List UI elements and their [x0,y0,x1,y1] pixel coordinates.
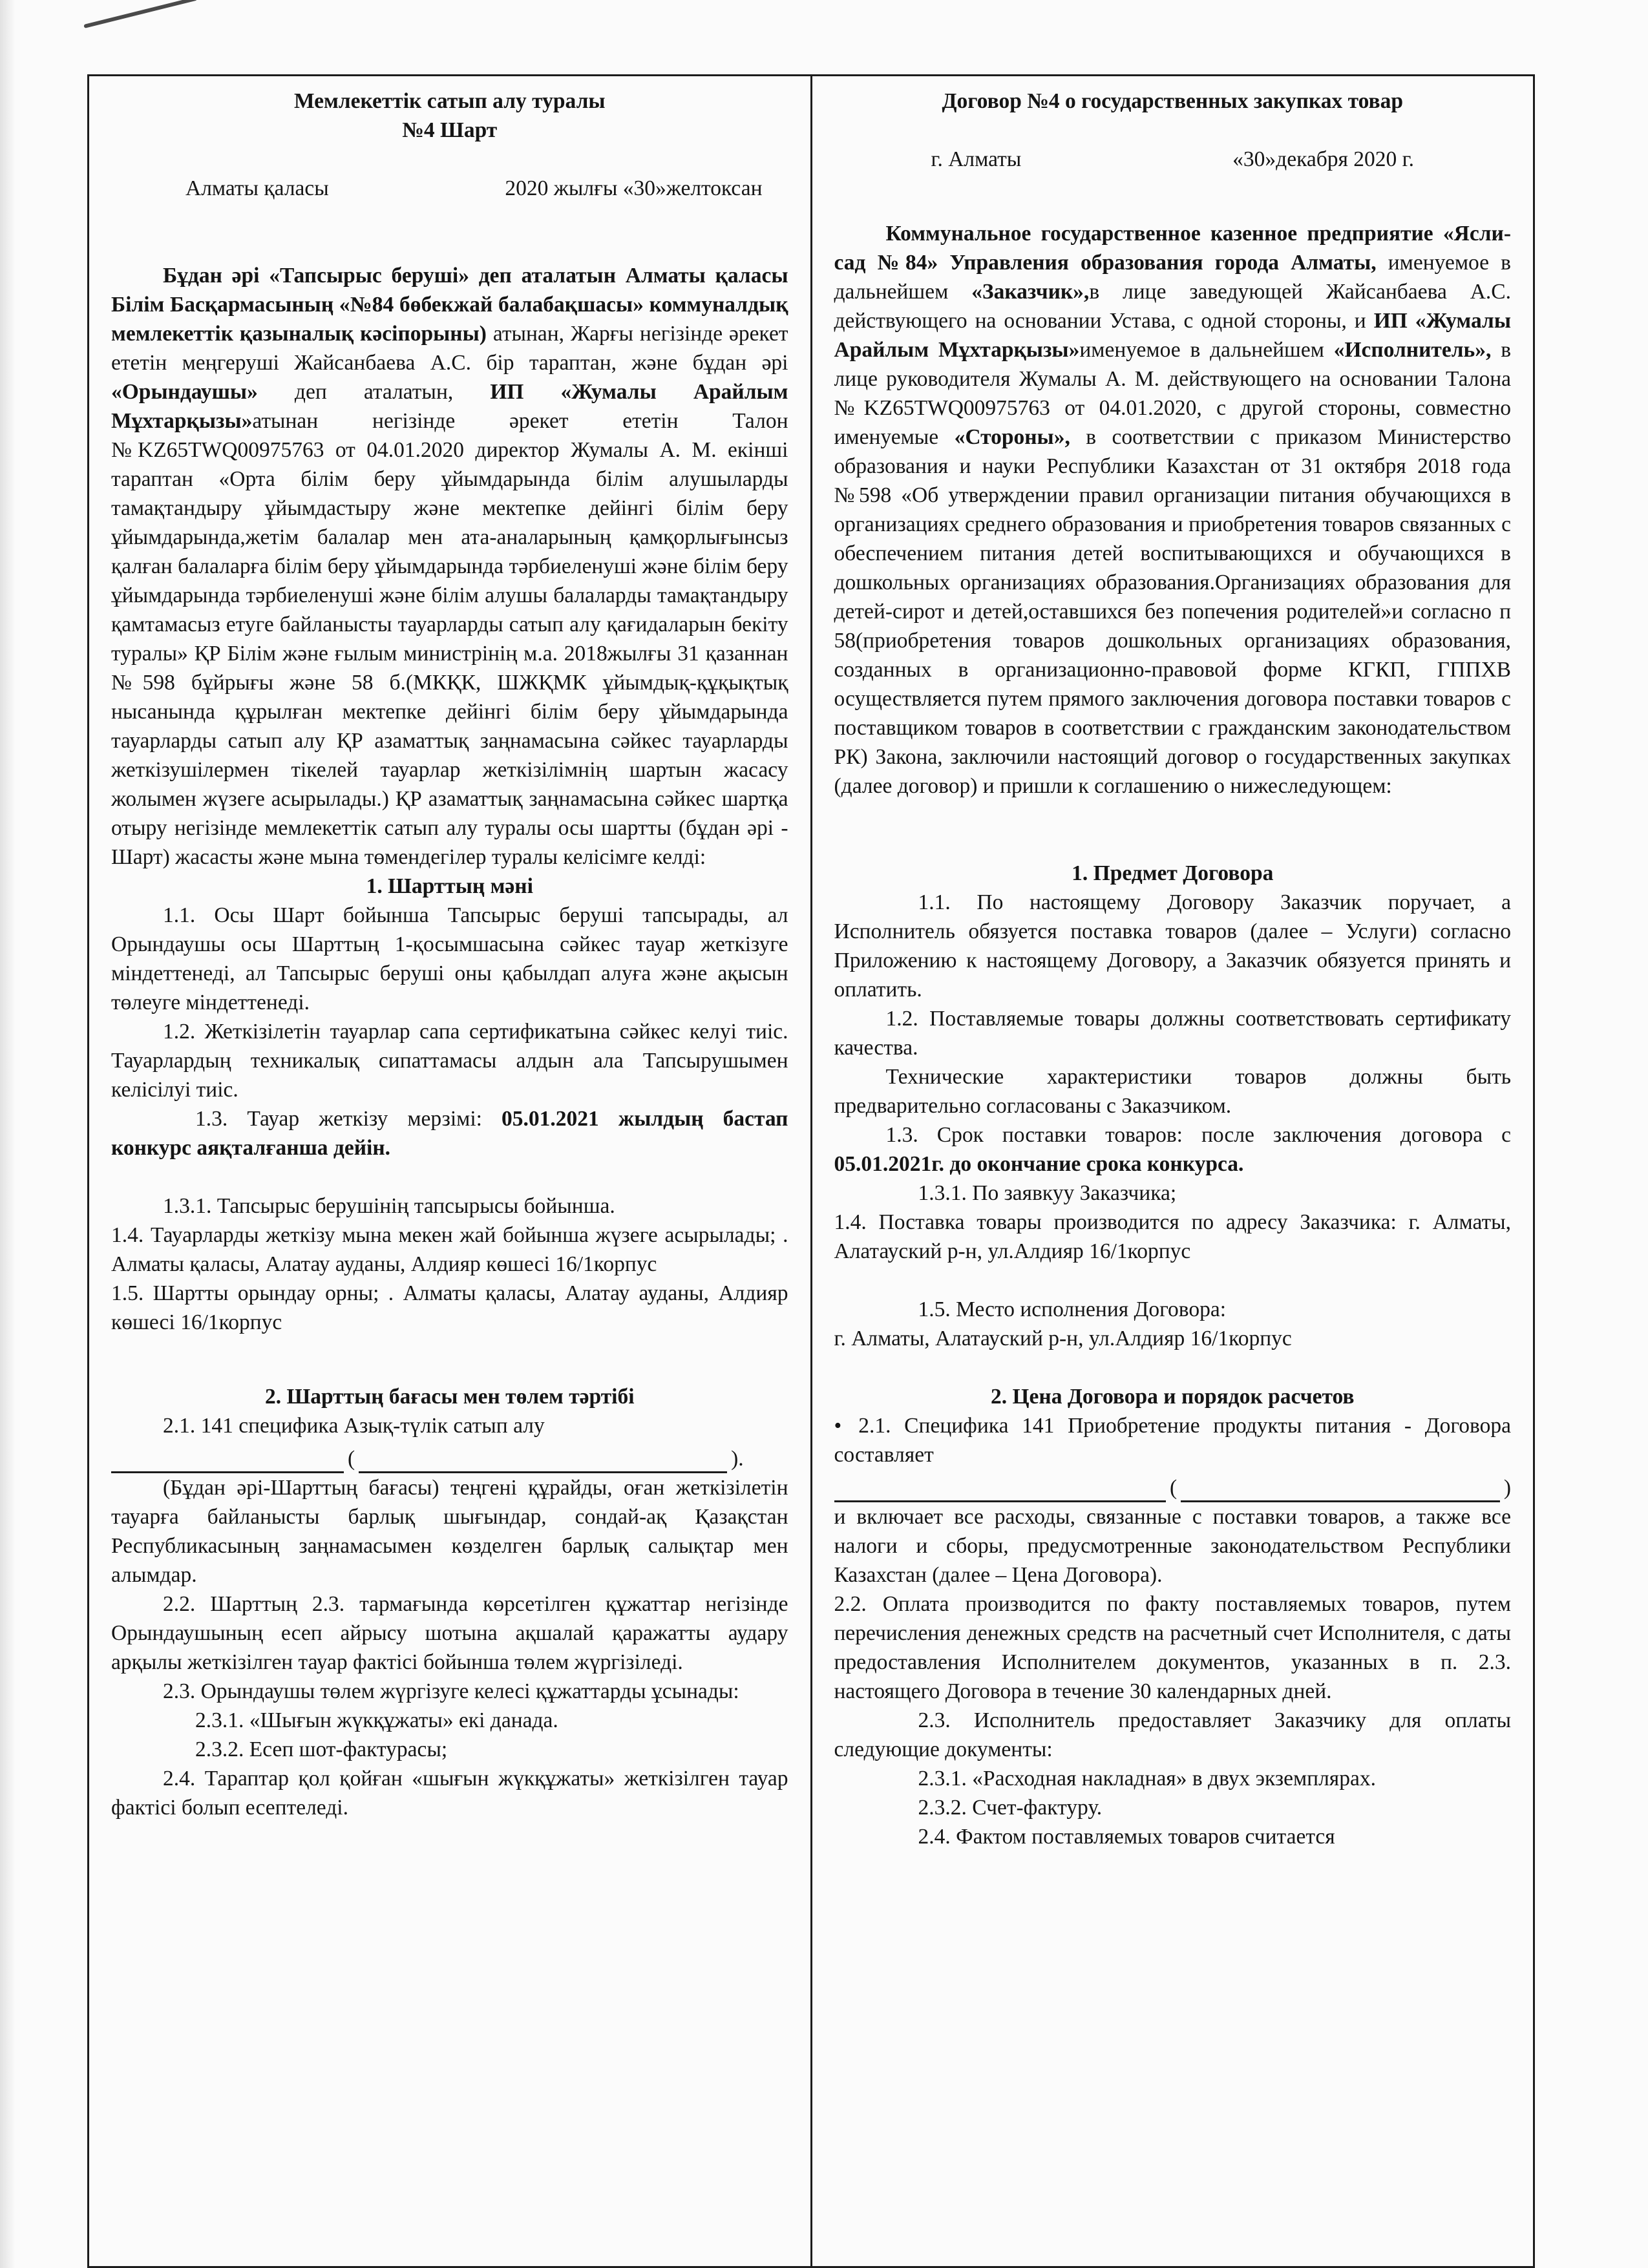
kazakh-column [89,76,812,2267]
ru-city: г. Алматы [931,147,1022,171]
russian-column [811,76,1534,2267]
kz-preamble: Бұдан әрі «Тапсырыс беруші» деп аталатын Алматы қаласы Білім Басқармасының «№84 бөбекжай балабақшасы» коммуналдық мемлекеттік қазыналық кәсіпорыны) атынан, Жарғы негізінде әрекет ететін меңгеруші Жайсанбаева А.С. бір тараптан, және бұдан әрі «Орындаушы» деп аталатын, ИП «Жумалы Арайлым Мұхтарқызы»атынан негізінде әрекет ететін Талон №KZ65TWQ00975763 от 04.01.2020 директор Жумалы А. М. екінші тараптан «Орта білім беру ұйымдарында білім алушыларды тамақтандыру ұйымдастыру және мектепке дейінгі білім беру ұйымдарында,жетім балалар мен ата-аналарының қамқорлығынсыз қалған балаларға білім беру ұйымдарында тәрбиеленуші және білім беру ұйымдарында тәрбиеленуші және білім алушы балаларды тамақтандыру қамтамасыз етуге байланысты тауарларды сатып алу қағидаларын бекіту туралы» ҚР Білім және ғылым министрінің м.а. 2018жылғы 31 қазаннан №598 бұйрығы және 58 б.(МКҚК, ШЖҚМК ұйымдық-құқықтық нысанында құрылған мектепке дейінгі білім беру ұйымдарында тауарларды сатып алу ҚР азаматтық заңнамасына сәйкес тауарларды жеткізушілермен тікелей тауарлар жеткізілімнің шартын жасасу жолымен жүзеге асырылады.) ҚР азаматтық заңнамасына сәйкес шартқа отыру негізінде мемлекеттік сатып алу туралы осы шартты (бұдан әрі - Шарт) жасасты және мына төмендегілер туралы келісімге келді: [111,264,788,869]
ru-clause-1-4: 1.4. Поставка товары производится по адресу Заказчика: г. Алматы, Алатауский р-н, ул.Алдияр 16/1корпус [834,1210,1511,1263]
ru-title: Договор №4 о государственных закупках товар [942,89,1403,113]
ru-clause-2-3-1: 2.3.1. «Расходная накладная» в двух экземплярах. [918,1767,1376,1790]
ru-clause-2-2: 2.2. Оплата производится по факту поставляемых товаров, путем перечисления денежных средств на расчетный счет Исполнителя, с даты предоставления Исполнителем документов, указанных в п. 2.3. настоящего Договора в течение 30 календарных дней. [834,1592,1511,1703]
ru-preamble: Коммунальное государственное казенное предприятие «Ясли-сад №84» Управления образования города Алматы, именуемое в дальнейшем «Заказчик»,в лице заведующей Жайсанбаева А.С. действующего на основании Устава, с одной стороны, и ИП «Жумалы Арайлым Мұхтарқызы»именуемое в дальнейшем «Исполнитель», в лице руководителя Жумалы А. М. действующего на основании Талона №KZ65TWQ00975763 от 04.01.2020, с другой стороны, совместно именуемые «Стороны», в соответствии с приказом Министерство образования и науки Республики Казахстан от 31 октября 2018 года №598 «Об утверждении правил организации питания обучающихся в организациях среднего образования и приобретения товаров связанных с обеспечением питания детей воспитывающихся и обучающихся в дошкольных организациях образования.Организациях образования для детей-сирот и детей,оставшихся без попечения родителей»и согласно п 58(приобретения товаров дошкольных организациях образования, созданных в организационно-правовой форме КГКП, ГППХВ осуществляется путем прямого заключения договора поставки товаров с поставщиком товаров в соответствии с гражданским законодательством РК) Закона, заключили настоящий договор о государственных закупках (далее договор) и пришли к соглашению о нижеследующем: [834,222,1512,798]
ru-clause-1-5: 1.5. Место исполнения Договора: [918,1297,1227,1321]
ru-clause-2-1: • 2.1. Специфика 141 Приобретение продукты питания - Договора составляет [834,1411,1512,1469]
kz-clause-1-1: 1.1. Осы Шарт бойынша Тапсырыс беруші тапсырады, ал Орындаушы осы Шарттың 1-қосымшасына сәйкес тауар жеткізуге міндеттенеді, ал Тапсырыс беруші оны қабылдап алуға және ақысын төлеуге міндеттенеді. [111,903,788,1014]
ru-price-blank: ( ) [834,1473,1512,1502]
kz-clause-1-3: 1.3. Тауар жеткізу мерзімі: 05.01.2021 жылдың бастап конкурс аяқталғанша дейін. [111,1107,788,1160]
pen-mark [83,0,197,28]
ru-clause-1-3: 1.3. Срок поставки товаров: после заключения договора с 05.01.2021г. до окончание срока конкурса. [834,1123,1511,1176]
ru-clause-2-3: 2.3. Исполнитель предоставляет Заказчику для оплаты следующие документы: [834,1708,1511,1761]
ru-clause-2-1-cont: и включает все расходы, связанные с поставки товаров, а также все налоги и сборы, предусмотренные законодательством Республики Казахстан (далее – Цена Договора). [834,1505,1511,1587]
ru-clause-1-1: 1.1. По настоящему Договору Заказчик поручает, а Исполнитель обязуется поставка товаров (далее – Услуги) согласно Приложению к настоящему Договору, а Заказчик обязуется принять и оплатить. [834,890,1511,1002]
scan-shadow [0,0,16,2268]
kz-clause-2-2: 2.2. Шарттың 2.3. тармағында көрсетілген құжаттар негізінде Орындаушының есеп айрысу шотына ақшалай қаражатты аудару арқылы жеткізілген тауар фактісі бойынша төлем жүргізіледі. [111,1592,788,1674]
ru-clause-1-2: 1.2. Поставляемые товары должны соответствовать сертификату качества. [834,1007,1511,1060]
kz-clause-1-5: 1.5. Шартты орындау орны; . Алматы қаласы, Алатау ауданы, Алдияр көшесі 16/1корпус [111,1281,788,1334]
ru-date: «30»декабря 2020 г. [1232,147,1414,171]
kz-place-date [111,174,788,203]
kz-clause-2-1: 2.1. 141 спецификa Азық-түлік сатып алу [163,1414,545,1438]
ru-clause-2-4: 2.4. Фактом поставляемых товаров считается [918,1825,1335,1849]
kz-price-blank: ( ). [111,1444,788,1473]
contract-table [87,74,1535,2268]
kz-clause-1-3-1: 1.3.1. Тапсырыс берушінің тапсырысы бойынша. [163,1194,615,1218]
kz-title-line2: №4 Шарт [402,118,498,142]
ru-clause-1-2-b: Технические характеристики товаров должны быть предварительно согласованы с Заказчиком. [834,1065,1511,1118]
kz-section-1-title: 1. Шарттың мәні [366,874,533,898]
ru-clause-2-3-2: 2.3.2. Счет-фактуру. [918,1796,1103,1820]
kz-title-line1: Мемлекеттік сатып алу туралы [293,89,606,113]
kz-clause-2-4: 2.4. Тараптар қол қойған «шығын жүкқұжаты» жеткізілген тауар фактісі болып есептеледі. [111,1767,788,1820]
ru-clause-1-5-address: г. Алматы, Алатауский р-н, ул.Алдияр 16/1корпус [834,1327,1292,1350]
kz-clause-2-3-1: 2.3.1. «Шығын жүкқұжаты» екі данада. [195,1708,558,1732]
kz-city: Алматы қаласы [185,176,329,200]
kz-date: 2020 жылғы «30»желтоксан [505,176,763,200]
ru-clause-1-3-1: 1.3.1. По заявкуу Заказчика; [918,1181,1177,1205]
ru-section-2-title: 2. Цена Договора и порядок расчетов [990,1385,1355,1409]
kz-section-2-title: 2. Шарттың бағасы мен төлем тәртібі [264,1385,635,1409]
ru-place-date [834,145,1512,174]
kz-clause-2-1-cont: (Бұдан әрі-Шарттың бағасы) теңгені құрайды, оған жеткізілетін тауарға байланысты барлық шығындар, сондай-ақ Қазақстан Республикасының заңнамасымен көзделген барлық салықтар мен алымдар. [111,1476,788,1587]
kz-clause-2-3-2: 2.3.2. Есеп шот-фактурасы; [195,1738,448,1761]
kz-clause-1-4: 1.4. Тауарларды жеткізу мына мекен жай бойынша жүзеге асырылады; . Алматы қаласы, Алатау ауданы, Алдияр көшесі 16/1корпус [111,1223,788,1276]
kz-clause-2-3: 2.3. Орындаушы төлем жүргізуге келесі құжаттарды ұсынады: [163,1679,739,1703]
ru-section-1-title: 1. Предмет Договора [1072,861,1274,885]
kz-clause-1-2: 1.2. Жеткізілетін тауарлар сапа сертификатына сәйкес келуі тиіс. Тауарлардың техникалық сипаттамасы алдын ала Тапсырушымен келісілуі тиіс. [111,1020,788,1102]
